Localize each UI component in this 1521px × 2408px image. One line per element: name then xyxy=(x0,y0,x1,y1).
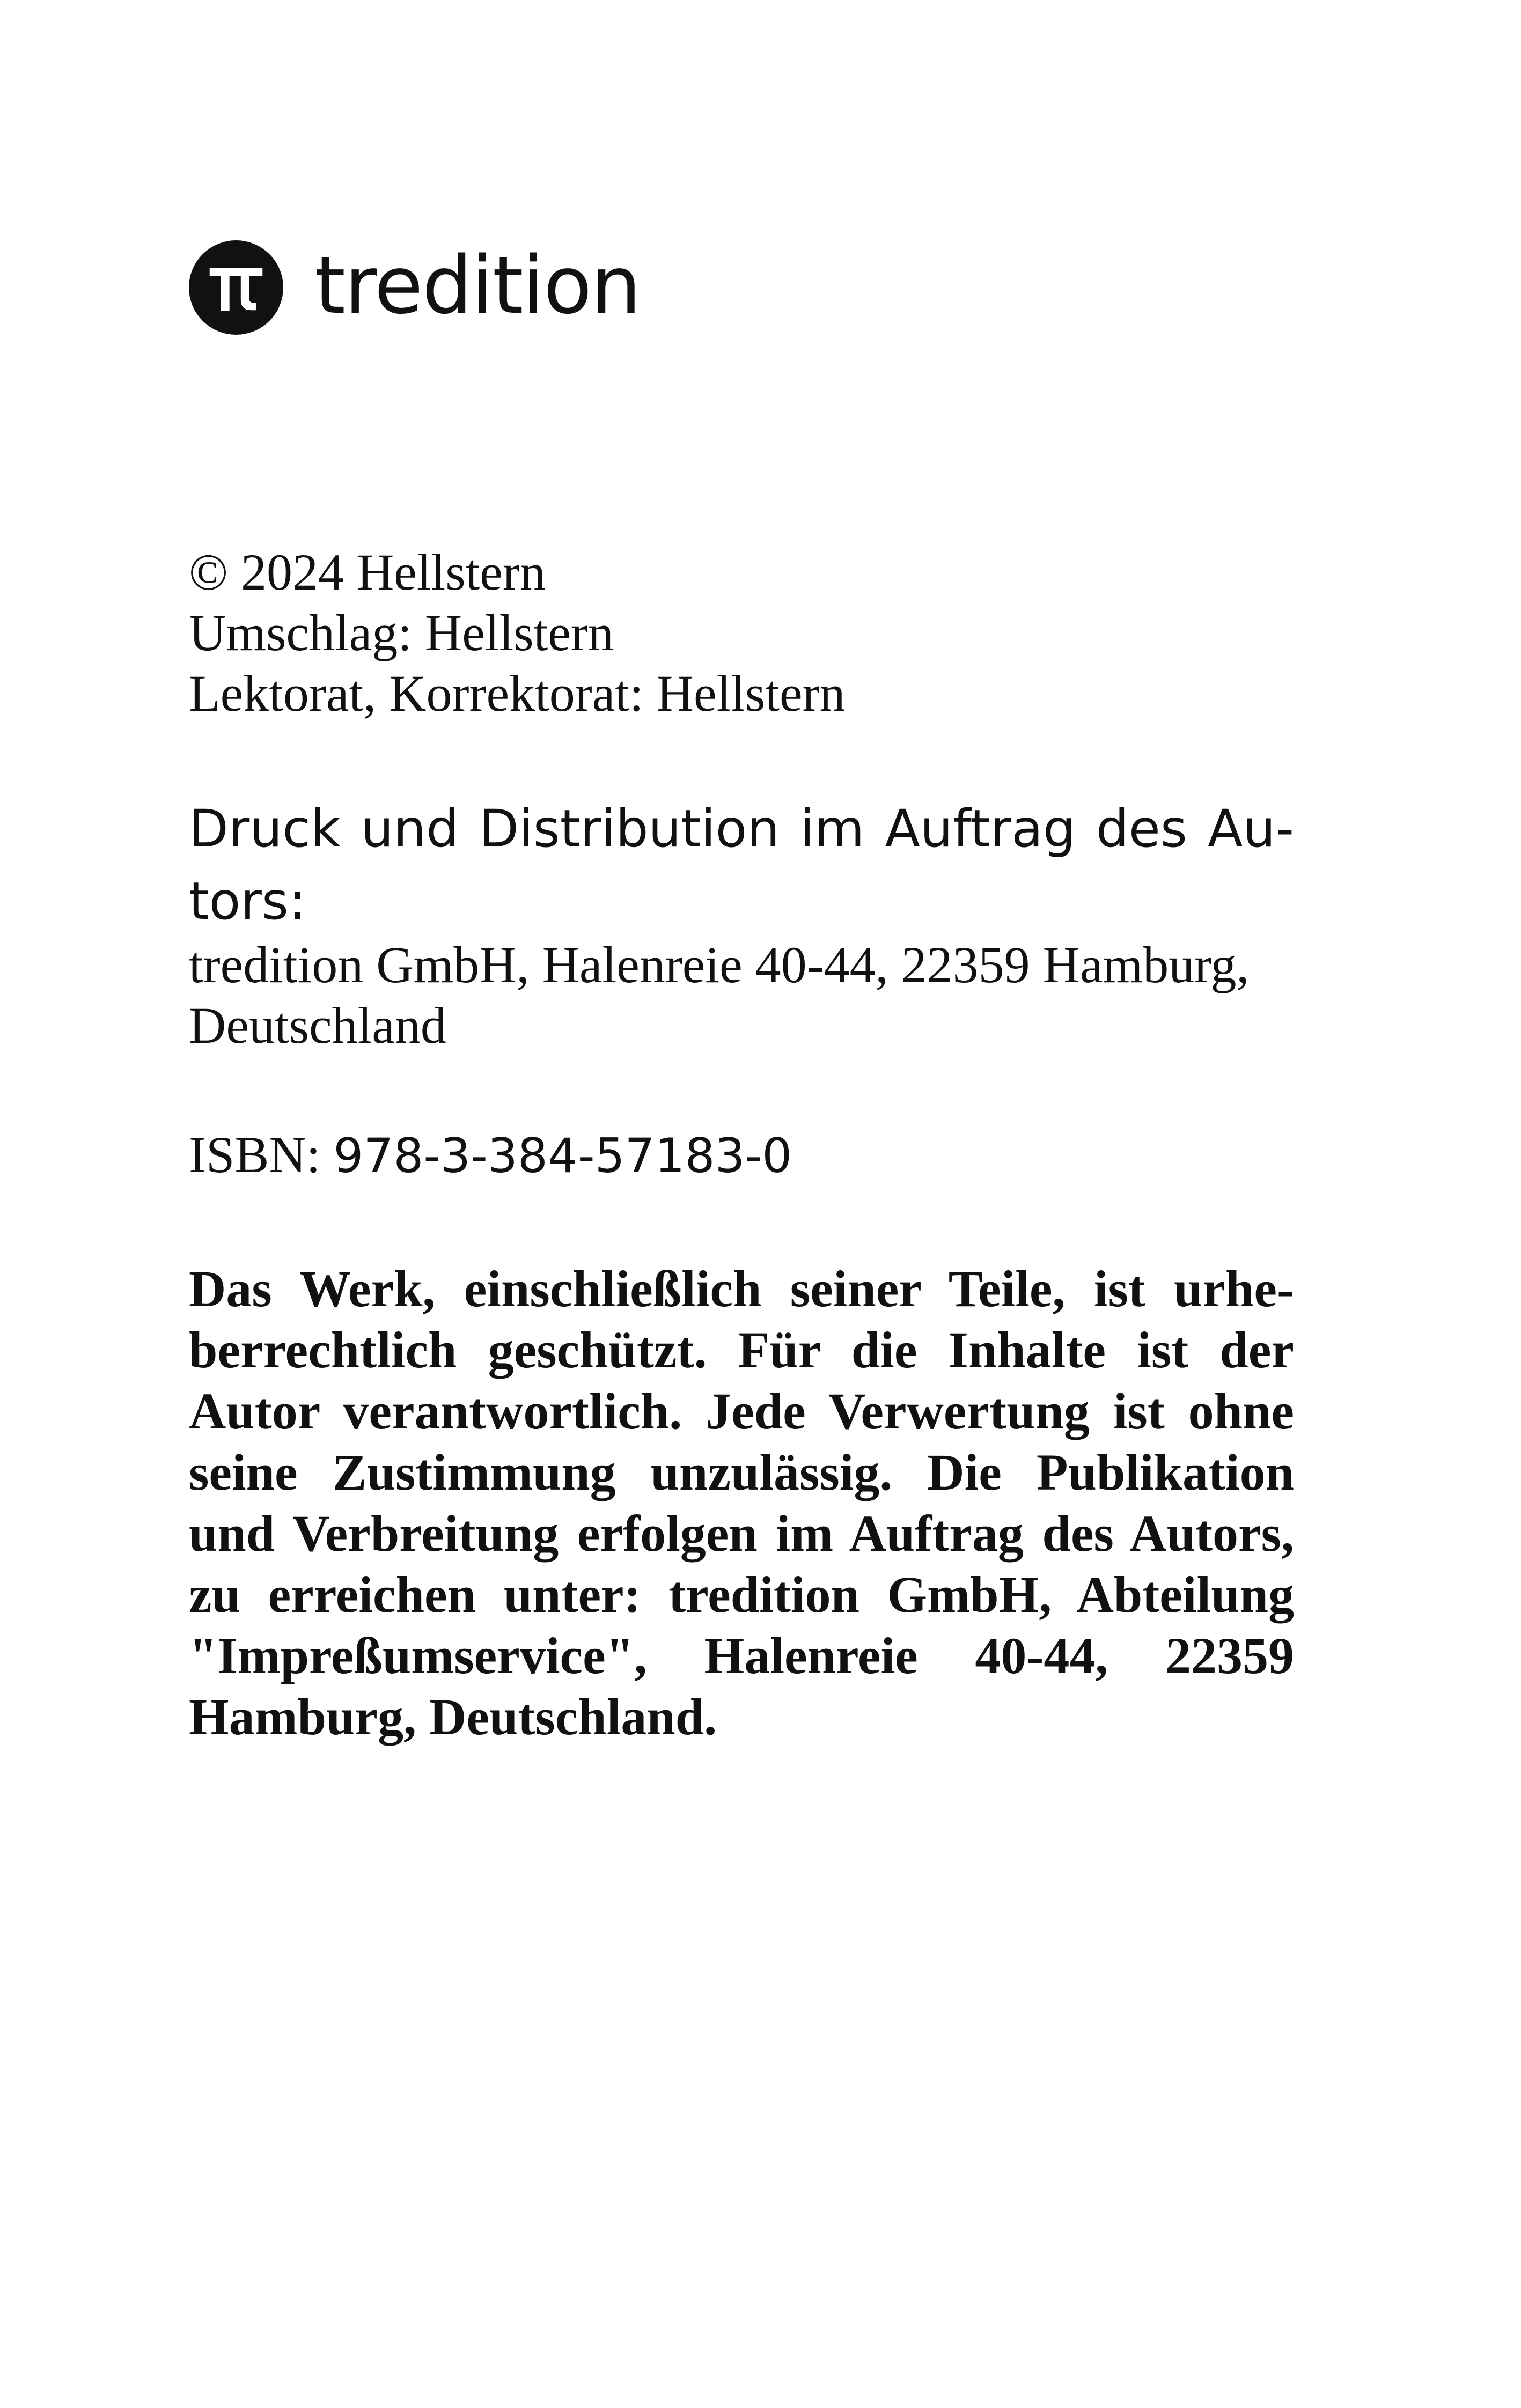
isbn-line xyxy=(189,1124,1294,1186)
distribution-address: tredition GmbH, Halenreie 40-44, 22359 Hamburg, Deutschland xyxy=(189,936,1250,1054)
isbn-value: 978-3-384-57183-0 xyxy=(333,1128,792,1183)
publisher-logo xyxy=(189,239,640,336)
editing-credit-line: Lektorat, Korrektorat: Hellstern xyxy=(189,665,846,722)
isbn-label: ISBN: xyxy=(189,1126,321,1183)
publisher-wordmark: tredition xyxy=(314,239,641,332)
credits-block xyxy=(189,542,1294,724)
cover-credit-line: Umschlag: Hellstern xyxy=(189,604,614,661)
copyright-line: © 2024 Hellstern xyxy=(189,543,546,601)
tredition-logo-icon xyxy=(189,240,283,335)
legal-notice: Das Werk, einschließlich seiner Teile, ist urhe-berrechtlich geschützt. Für die Inhalte ist der Autor verantwortlich. Jede Verwertung ist ohne seine Zustimmung unzulässig. Die Publikation und Verbreitung erfolgen im Auftrag des Autors, zu erreichen unter: tredition GmbH, Abteilung "Impreßumservice", Halenreie 40-44, 22359 Hamburg, Deutschland. xyxy=(189,1260,1294,1746)
distribution-heading: Druck und Distribution im Auftrag des Au-tors: xyxy=(189,799,1294,931)
